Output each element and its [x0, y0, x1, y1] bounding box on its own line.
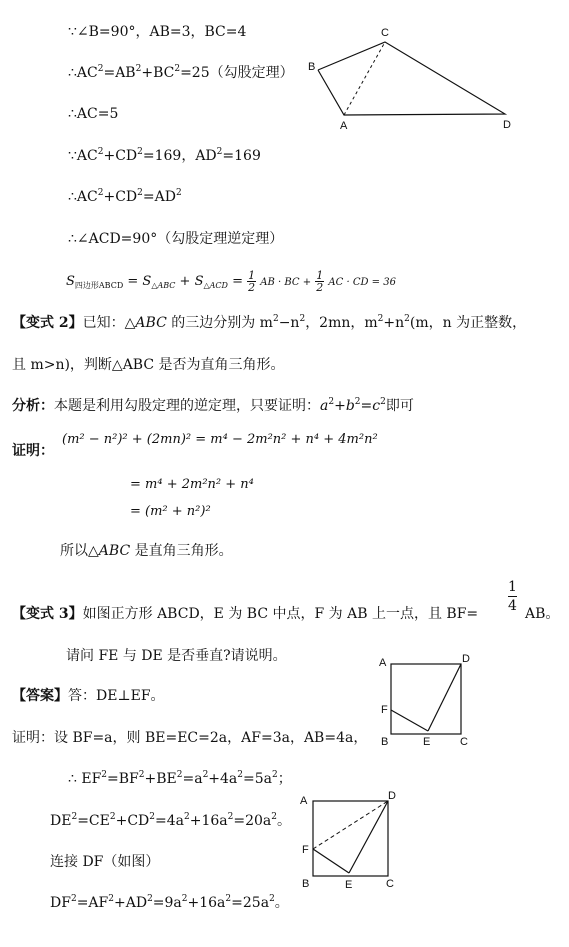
- ex3-proof-line-5: $DF^2=AF^2+AD^2=9a^2+16a^2=25a^2$。: [50, 894, 289, 911]
- segment-fe: [313, 849, 349, 873]
- ex2-equation-2: = m⁴ + 2m²n² + n⁴: [130, 477, 254, 492]
- label-d: D: [503, 119, 511, 131]
- half-fraction-1: $\frac{1}{2}$: [248, 269, 256, 294]
- label-e: E: [345, 879, 353, 891]
- ex1-line-4: $\because AC^2+CD^2=169$，$AD^2=169$: [68, 147, 261, 164]
- ex1-line-1: ∵∠B=90°，AB=3，BC=4: [68, 24, 247, 40]
- ex3-question-line-1: 【变式 3】如图正方形 ABCD，E 为 BC 中点，F 为 AB 上一点，且 BF=: [12, 606, 479, 622]
- label-a: A: [379, 657, 387, 669]
- ex3-proof-line-1: 证明：设 BF=a，则 BE=EC=2a，AF=3a，AB=4a，: [12, 730, 368, 746]
- ex1-line-6: ∴∠ACD=90°（勾股定理逆定理）: [68, 231, 284, 247]
- quadrilateral-outline: [318, 42, 505, 115]
- half-fraction-2: $\frac{1}{2}$: [316, 269, 324, 294]
- ex1-area-formula: $S_{四边形ABCD} = S_{\triangle ABC} + S_{\triangle ACD}$ = $\frac{1}{2}$ AB · BC + $\frac{1}{2}$ AC · CD = 36: [66, 269, 396, 294]
- ex3-proof-line-3: $DE^2=CE^2+CD^2=4a^2+16a^2=20a^2$。: [50, 812, 291, 829]
- label-d: D: [388, 790, 396, 802]
- ex2-analysis: 分析：本题是利用勾股定理的逆定理，只要证明：$a^2+b^2=c^2$即可: [12, 397, 414, 414]
- label-f: F: [381, 704, 388, 716]
- square-figure-1: [376, 652, 476, 747]
- ex1-line-3: ∴AC=5: [68, 106, 119, 122]
- label-a: A: [340, 120, 348, 132]
- ex3-question-line-2: 请问 FE 与 DE 是否垂直?请说明。: [66, 648, 287, 664]
- ex3-answer: 【答案】答：DE⊥EF。: [12, 688, 165, 704]
- label-b: B: [302, 878, 310, 890]
- ex2-question-line-2: 且 m>n)，判断△ABC 是否为直角三角形。: [12, 357, 285, 373]
- square-outline: [313, 801, 388, 876]
- label-c: C: [381, 27, 389, 39]
- ex2-question-line-1: 【变式 2】已知：△ABC 的三边分别为 $m^2-n^2$，2mn，$m^2+n^2(m$，n 为正整数，: [12, 314, 527, 331]
- segment-fe: [391, 710, 428, 731]
- label-b: B: [308, 61, 316, 73]
- ex2-equation-1: (m² − n²)² + (2mn)² = m⁴ − 2m²n² + n⁴ + 4m²n²: [62, 432, 378, 447]
- segment-ed: [428, 664, 461, 731]
- quadrilateral-figure: [300, 20, 525, 135]
- segment-ed: [349, 801, 388, 873]
- ex2-conclusion: 所以△ABC 是直角三角形。: [60, 543, 233, 559]
- label-f: F: [302, 844, 309, 856]
- label-b: B: [381, 736, 389, 747]
- label-a: A: [300, 795, 308, 807]
- square-figure-2: [296, 787, 401, 892]
- bf-fraction: 1 4: [508, 579, 517, 614]
- ex1-line-5: $\therefore AC^2+CD^2=AD^2$: [68, 188, 182, 205]
- label-e: E: [423, 736, 431, 747]
- segment-df-dashed: [313, 801, 388, 849]
- diagonal-ac: [344, 42, 385, 115]
- ex3-proof-line-2: ∴ $EF^2=BF^2+BE^2=a^2+4a^2=5a^2$；: [68, 770, 292, 787]
- ex2-proof-label: 证明：: [12, 443, 54, 459]
- label-d: D: [462, 653, 470, 665]
- ex2-equation-3: = (m² + n²)²: [130, 504, 211, 519]
- label-c: C: [386, 878, 394, 890]
- ex3-proof-line-4: 连接 DF（如图）: [50, 854, 160, 870]
- label-c: C: [460, 736, 468, 747]
- ex3-question-tail: AB。: [525, 606, 560, 622]
- ex1-line-2: $\therefore AC^2=AB^2+BC^2=25$（勾股定理）: [68, 64, 294, 81]
- square-outline: [391, 664, 461, 734]
